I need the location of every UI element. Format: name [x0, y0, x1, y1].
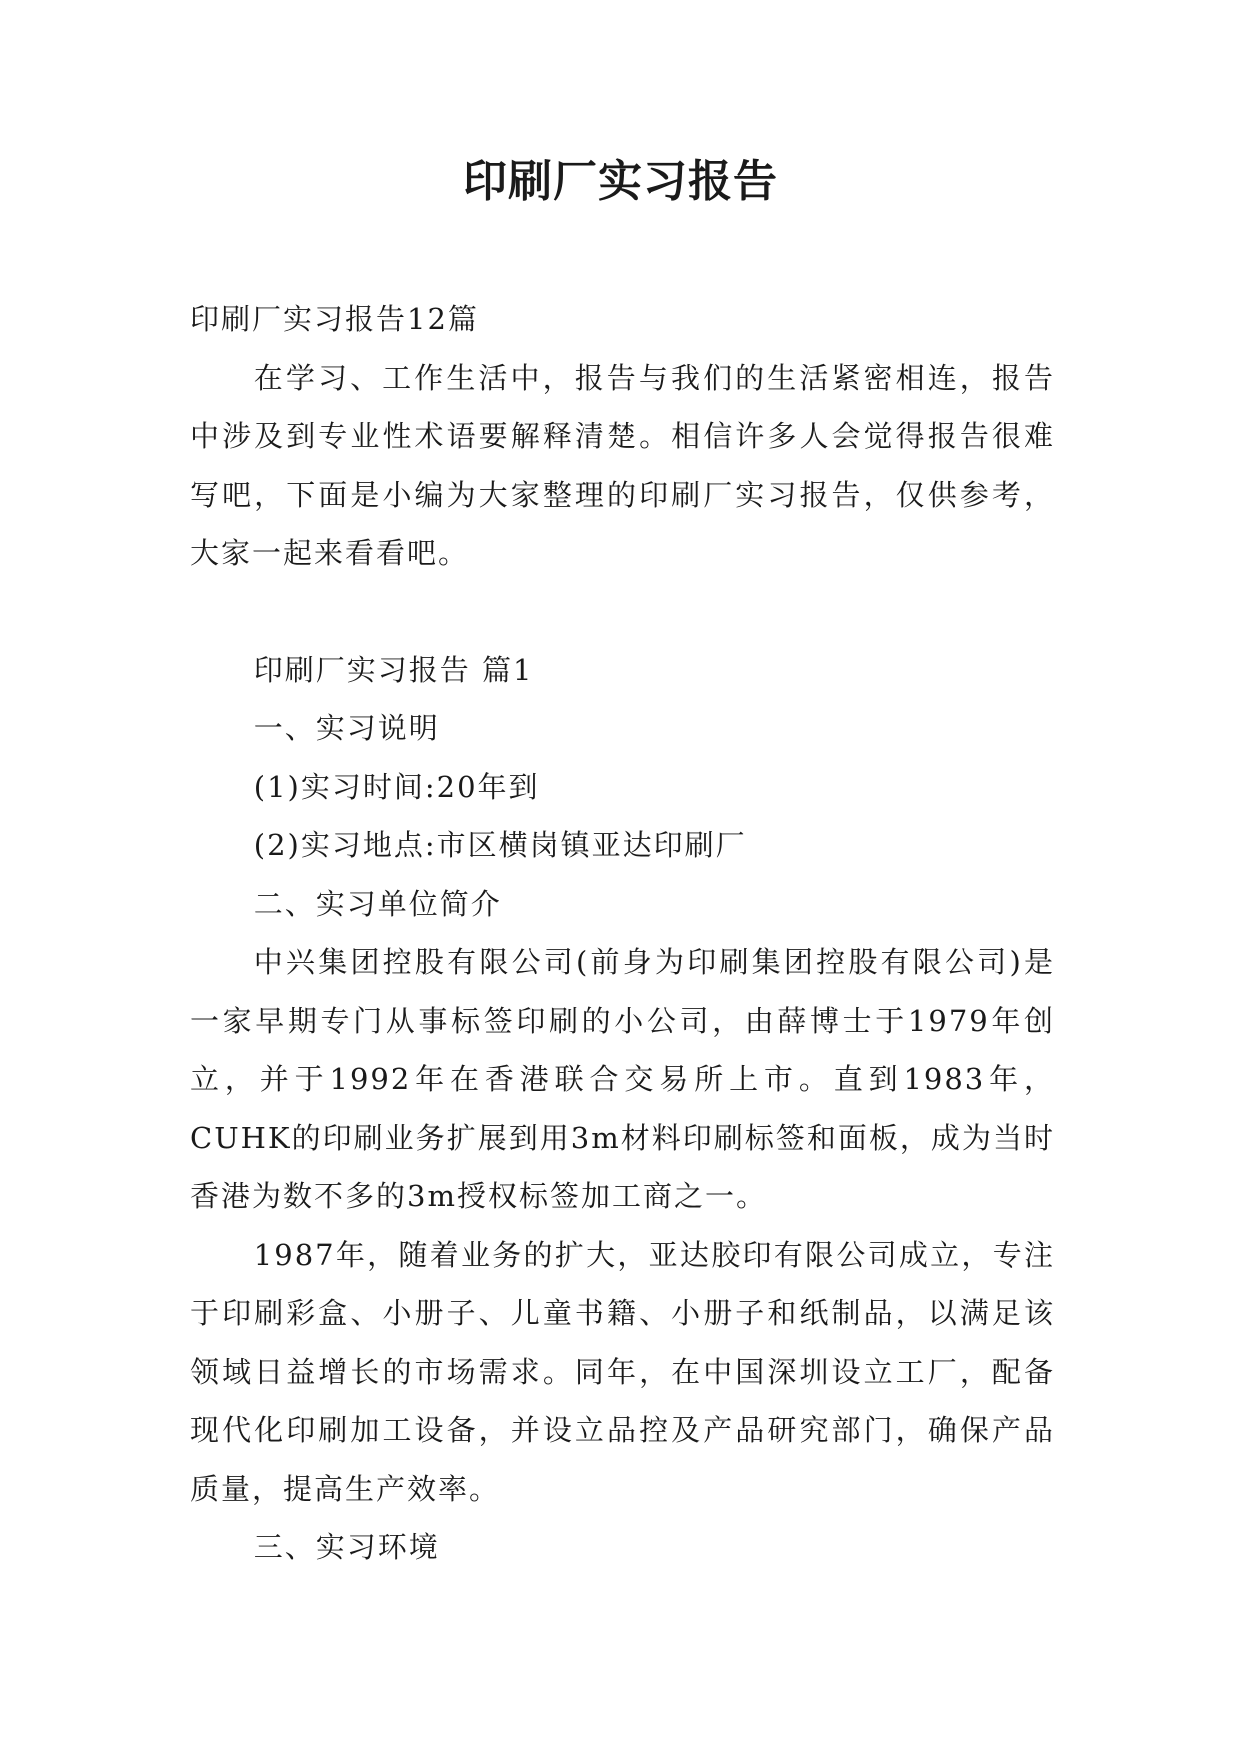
- list-item-location: (2)实习地点:市区横岗镇亚达印刷厂: [253, 828, 747, 862]
- section-heading-1: 一、实习说明: [253, 711, 440, 745]
- subtitle: 印刷厂实习报告12篇: [190, 302, 479, 336]
- chapter-heading: 印刷厂实习报告 篇1: [253, 652, 534, 687]
- document-body: [190, 290, 1055, 1577]
- company-paragraph-2: 1987年，随着业务的扩大，亚达胶印有限公司成立，专注于印刷彩盒、小册子、儿童书籍、小册子和纸制品，以满足该领域日益增长的市场需求。同年，在中国深圳设立工厂，配备现代化印刷加工设备，并设立品控及产品研究部门，确保产品质量，提高生产效率。: [190, 1237, 1055, 1506]
- intro-paragraph: 在学习、工作生活中，报告与我们的生活紧密相连，报告中涉及到专业性术语要解释清楚。相信许多人会觉得报告很难写吧，下面是小编为大家整理的印刷厂实习报告，仅供参考，大家一起来看看吧。: [190, 360, 1055, 570]
- document-title: 印刷厂实习报告: [463, 156, 778, 207]
- section-heading-2: 二、实习单位简介: [253, 886, 502, 921]
- list-item-time: (1)实习时间:20年到: [253, 769, 540, 804]
- company-paragraph-1: 中兴集团控股有限公司(前身为印刷集团控股有限公司)是一家早期专门从事标签印刷的小公司，由薛博士于1979年创立，并于1992年在香港联合交易所上市。直到1983年，CUHK的印刷业务扩展到用3m材料印刷标签和面板，成为当时香港为数不多的3m授权标签加工商之一。: [190, 945, 1055, 1213]
- section-heading-3: 三、实习环境: [253, 1530, 440, 1564]
- paragraph-gap: [190, 583, 1055, 641]
